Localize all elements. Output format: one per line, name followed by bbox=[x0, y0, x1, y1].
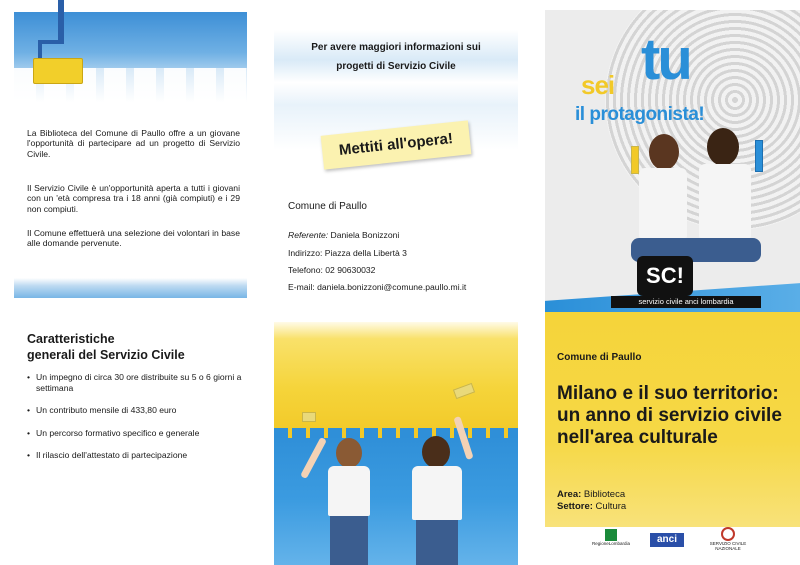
painter-man-figure bbox=[404, 392, 478, 565]
more-info-line1: Per avere maggiori informazioni sui bbox=[311, 42, 481, 53]
eligibility-paragraph: Il Servizio Civile è un'opportunità aperta a tutti i giovani con un 'età compresa tra i 18 anni (già compiuti) e i 29 non compiuti. bbox=[27, 183, 240, 214]
inner-middle-panel bbox=[274, 0, 518, 565]
torso bbox=[412, 466, 462, 520]
logo-sei: sei bbox=[581, 70, 615, 100]
referente-label: Referente: bbox=[288, 230, 329, 240]
contact-phone: Telefono: 02 90630032 bbox=[288, 265, 376, 275]
area-value: Biblioteca bbox=[581, 489, 626, 500]
painted-sky-header bbox=[14, 12, 247, 102]
features-heading-line2: generali del Servizio Civile bbox=[27, 348, 185, 362]
settore-label: Settore: bbox=[557, 501, 593, 512]
anci-wordmark: anci bbox=[650, 533, 684, 547]
cover-comune: Comune di Paullo bbox=[557, 352, 642, 363]
features-heading-line1: Caratteristiche bbox=[27, 332, 115, 346]
paint-roller-icon bbox=[33, 58, 83, 84]
torso bbox=[328, 466, 370, 516]
features-heading bbox=[27, 331, 185, 363]
painted-wall-illustration bbox=[274, 322, 518, 565]
contact-title: Comune di Paullo bbox=[288, 201, 367, 212]
couple-photo bbox=[615, 120, 785, 270]
cover-headline: Milano e il suo territorio: un anno di servizio civile nell'area culturale bbox=[557, 383, 782, 448]
paintbrush-icon bbox=[302, 412, 316, 422]
logo-label: SERVIZIO CIVILE NAZIONALE bbox=[709, 541, 747, 551]
cover-panel bbox=[545, 0, 800, 565]
regione-lombardia-logo bbox=[589, 529, 633, 546]
settore-line bbox=[557, 501, 626, 512]
logo-label: RegioneLombardia bbox=[591, 541, 631, 546]
man-head bbox=[707, 128, 739, 166]
logo-tagline: il protagonista! bbox=[575, 104, 705, 125]
jeans bbox=[416, 520, 458, 565]
paintbrush-icon bbox=[755, 140, 763, 172]
anci-logo bbox=[647, 533, 687, 547]
painted-divider bbox=[14, 278, 247, 298]
woman-head bbox=[649, 134, 679, 170]
head bbox=[422, 436, 450, 468]
man-torso bbox=[699, 164, 751, 238]
list-item: • Un impegno di circa 30 ore distribuite su 5 o 6 giorni a settimana bbox=[27, 372, 247, 393]
contact-address: Indirizzo: Piazza della Libertà 3 bbox=[288, 248, 407, 258]
selection-paragraph: Il Comune effettuerà una selezione dei volontari in base alle domande pervenute. bbox=[27, 228, 240, 249]
star-icon bbox=[721, 527, 735, 541]
regione-lombardia-icon bbox=[605, 529, 617, 541]
area-label: Area: bbox=[557, 489, 582, 500]
list-item: • Un contributo mensile di 433,80 euro bbox=[27, 405, 247, 416]
settore-value: Cultura bbox=[592, 501, 627, 512]
servizio-civile-nazionale-logo bbox=[703, 527, 753, 551]
painter-woman-figure bbox=[316, 402, 386, 565]
contact-email[interactable]: E-mail: daniela.bonizzoni@comune.paullo.mi.it bbox=[288, 282, 467, 292]
contact-referente bbox=[288, 230, 399, 240]
cover-photo-area bbox=[545, 10, 800, 312]
more-info-text bbox=[274, 38, 518, 76]
paintbrush-icon bbox=[631, 146, 639, 174]
banner-text: Mettiti all'opera! bbox=[338, 130, 454, 159]
inner-left-panel bbox=[0, 0, 260, 565]
intro-paragraph: La Biblioteca del Comune di Paullo offre a un giovane l'opportunità di partecipare ad un progetto di Servizio Civile. bbox=[27, 128, 240, 159]
head bbox=[336, 438, 362, 468]
arm bbox=[453, 416, 473, 460]
list-item: • Il rilascio dell'attestato di partecipazione bbox=[27, 450, 247, 461]
paint-roller-handle bbox=[58, 0, 64, 44]
sc-logo: SC! bbox=[637, 256, 693, 296]
logo-tu: tu bbox=[641, 27, 690, 92]
more-info-line2: progetti di Servizio Civile bbox=[336, 61, 456, 72]
sc-subtitle: servizio civile anci lombardia bbox=[611, 296, 761, 308]
referente-value: Daniela Bonizzoni bbox=[328, 230, 400, 240]
woman-torso bbox=[639, 168, 687, 238]
list-item: • Un percorso formativo specifico e generale bbox=[27, 428, 247, 439]
area-line bbox=[557, 489, 625, 500]
jeans bbox=[330, 516, 368, 565]
features-list bbox=[27, 372, 247, 473]
sponsor-logos bbox=[545, 527, 800, 565]
